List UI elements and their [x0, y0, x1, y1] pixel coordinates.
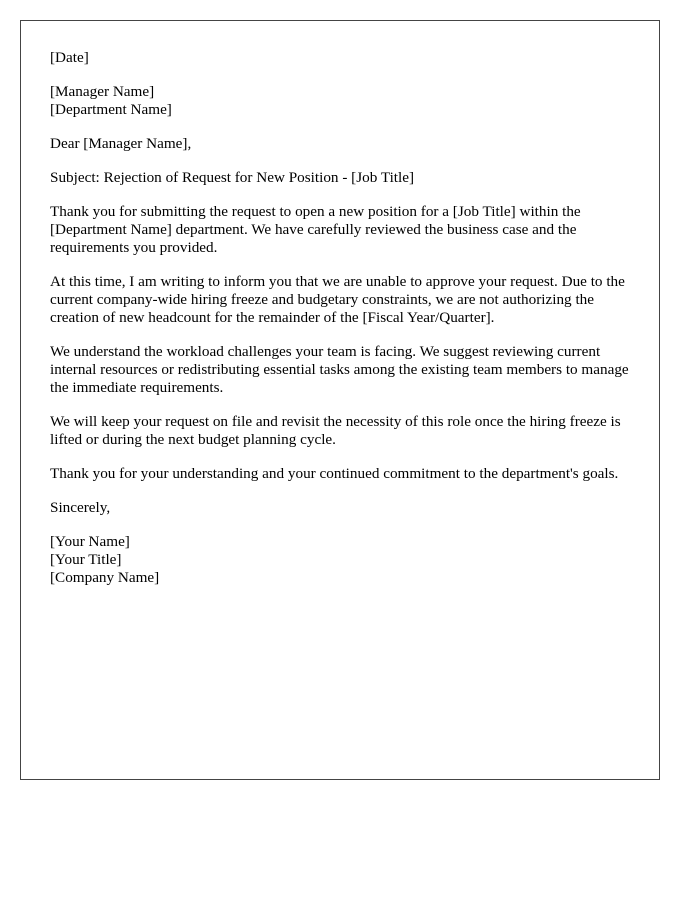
recipient-block: [50, 83, 640, 119]
body-paragraph: We will keep your request on file and revisit the necessity of this role once the hiring freeze is lifted or during the next budget planning cycle.: [50, 413, 621, 448]
letter-date: [Date]: [50, 49, 89, 66]
body-paragraph: We understand the workload challenges your team is facing. We suggest reviewing current internal resources or redistributing essential tasks among the existing team members to manage the immediate requirements.: [50, 343, 629, 396]
closing: Sincerely,: [50, 499, 111, 516]
signature-block: [50, 533, 640, 587]
recipient-name: [Manager Name]: [50, 83, 155, 100]
body-paragraph: Thank you for submitting the request to open a new position for a [Job Title] within the [Department Name] department. We have carefully reviewed the business case and the requirements you provided.: [50, 203, 581, 256]
letter-page: [20, 20, 660, 780]
recipient-department: [Department Name]: [50, 101, 172, 118]
subject-line: Subject: Rejection of Request for New Position - [Job Title]: [50, 169, 415, 186]
salutation: Dear [Manager Name],: [50, 135, 192, 152]
signature-title: [Your Title]: [50, 551, 122, 568]
letter-body: [50, 49, 640, 603]
body-paragraph: At this time, I am writing to inform you that we are unable to approve your request. Due to the current company-wide hiring freeze and budgetary constraints, we are not authorizing the creation of new headcount for the remainder of the [Fiscal Year/Quarter].: [50, 273, 625, 326]
signature-company: [Company Name]: [50, 569, 160, 586]
body-paragraph: Thank you for your understanding and your continued commitment to the department's goals.: [50, 465, 619, 482]
signature-name: [Your Name]: [50, 533, 130, 550]
